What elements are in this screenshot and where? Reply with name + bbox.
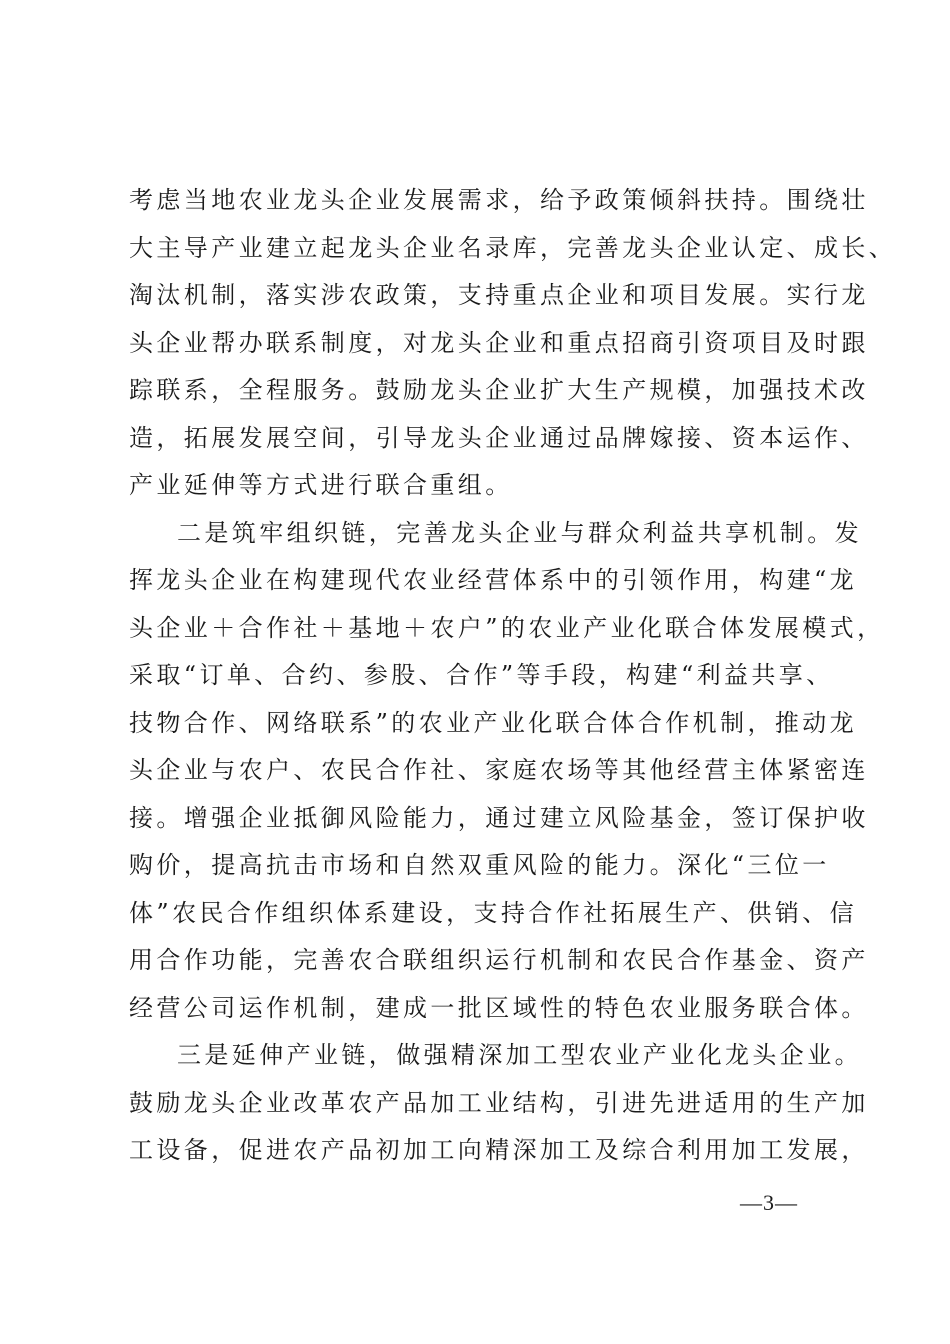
text-line: 造，拓展发展空间，引导龙头企业通过品牌嫁接、资本运作、 (129, 423, 869, 452)
paragraph-start-line: 三是延伸产业链，做强精深加工型农业产业化龙头企业。 (177, 1041, 862, 1069)
text-line: 产业延伸等方式进行联合重组。 (129, 471, 513, 499)
text-line: 淘汰机制，落实涉农政策，支持重点企业和项目发展。实行龙 (129, 281, 869, 309)
text-line: 体”农民合作组织体系建设，支持合作社拓展生产、供销、信 (129, 898, 858, 927)
text-line: 技物合作、网络联系”的农业产业化联合体合作机制，推动龙 (129, 708, 858, 737)
text-line: 头企业帮办联系制度，对龙头企业和重点招商引资项目及时跟 (129, 328, 869, 357)
text-line: 用合作功能，完善农合联组织运行机制和农民合作基金、资产 (129, 946, 869, 974)
text-line: 挥龙头企业在构建现代农业经营体系中的引领作用，构建“龙 (129, 566, 858, 594)
text-line: 购价，提高抗击市场和自然双重风险的能力。深化“三位一 (129, 851, 830, 879)
text-line: 头企业＋合作社＋基地＋农户”的农业产业化联合体发展模式， (129, 613, 885, 642)
text-line: 采取“订单、合约、参股、合作”等手段，构建“利益共享、 (129, 661, 834, 689)
text-line: 工设备，促进农产品初加工向精深加工及综合利用加工发展， (129, 1136, 869, 1164)
page-number: —3— (740, 1190, 798, 1215)
text-line: 踪联系，全程服务。鼓励龙头企业扩大生产规模，加强技术改 (129, 376, 869, 404)
text-line: 大主导产业建立起龙头企业名录库，完善龙头企业认定、成长、 (129, 233, 897, 262)
paragraph-start-line: 二是筑牢组织链，完善龙头企业与群众利益共享机制。发 (177, 518, 862, 547)
text-line: 考虑当地农业龙头企业发展需求，给予政策倾斜扶持。围绕壮 (129, 186, 869, 214)
body-text (129, 180, 897, 1178)
text-line: 鼓励龙头企业改革农产品加工业结构，引进先进适用的生产加 (129, 1088, 869, 1117)
text-line: 头企业与农户、农民合作社、家庭农场等其他经营主体紧密连 (129, 756, 869, 784)
text-line: 经营公司运作机制，建成一批区域性的特色农业服务联合体。 (129, 993, 869, 1022)
text-line: 接。增强企业抵御风险能力，通过建立风险基金，签订保护收 (129, 803, 869, 832)
